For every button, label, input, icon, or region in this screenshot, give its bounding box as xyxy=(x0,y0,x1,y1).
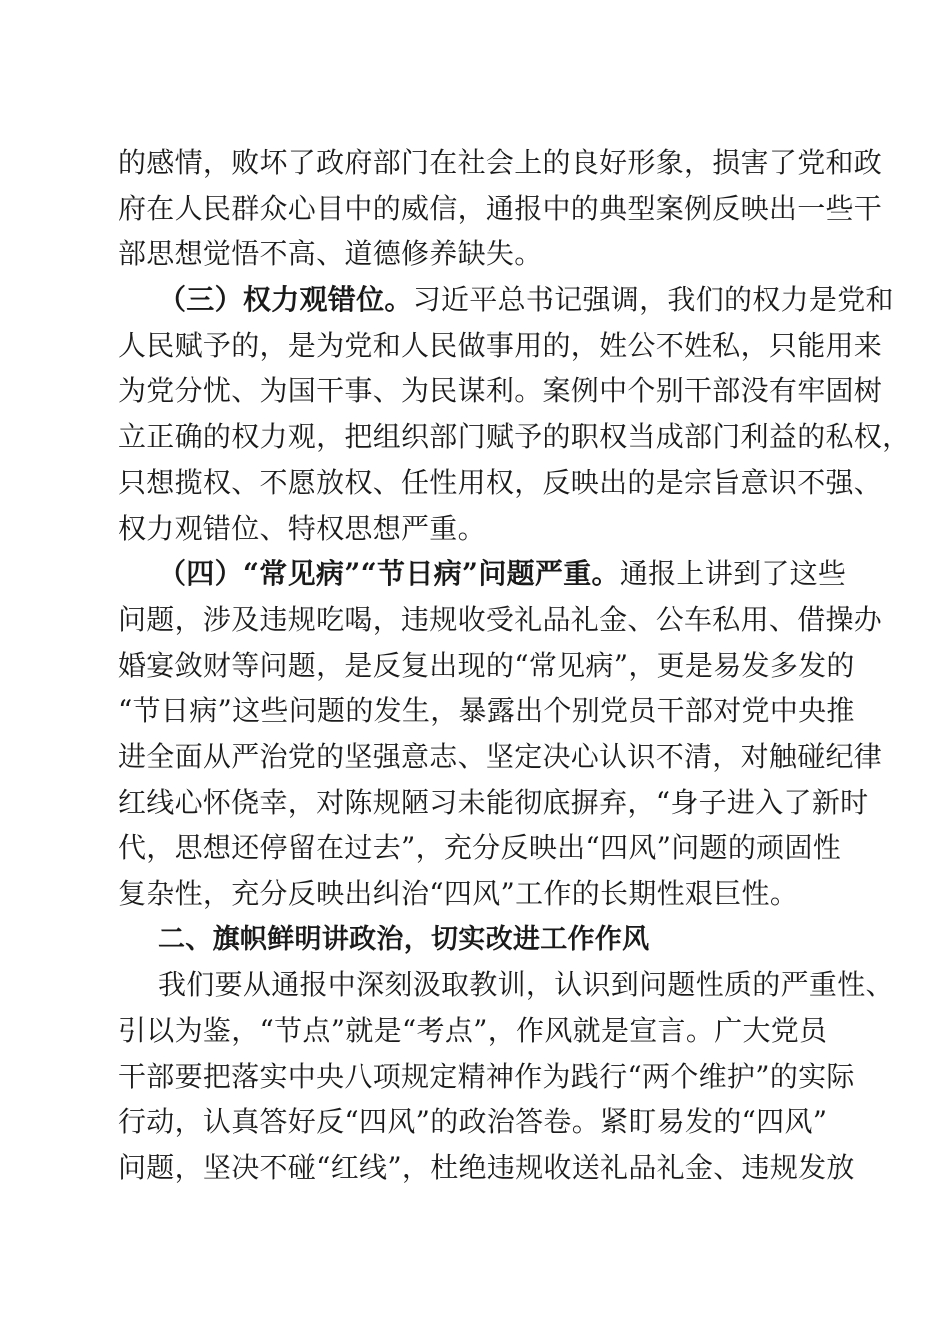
paragraph-1-line-3: 部思想觉悟不高、道德修养缺失。 xyxy=(118,237,543,271)
document-body xyxy=(118,140,911,1191)
paragraph-4-line-5: 问题，坚决不碰“红线”，杜绝违规收送礼品礼金、违规发放 xyxy=(118,1151,855,1185)
paragraph-2-line-6: 权力观错位、特权思想严重。 xyxy=(118,511,486,545)
paragraph-2-line-3: 为党分忧、为国干事、为民谋利。案例中个别干部没有牢固树 xyxy=(118,374,883,408)
paragraph-3-line-5: 进全面从严治党的坚强意志、坚定决心认识不清，对触碰纪律 xyxy=(118,739,883,773)
paragraph-2-line-2: 人民赋予的，是为党和人民做事用的，姓公不姓私，只能用来 xyxy=(118,328,883,362)
paragraph-3-line-3: 婚宴敛财等问题，是反复出现的“常见病”，更是易发多发的 xyxy=(118,648,855,682)
paragraph-2-line-5: 只想揽权、不愿放权、任性用权，反映出的是宗旨意识不强、 xyxy=(118,465,883,499)
section-heading-2: 二、旗帜鲜明讲政治，切实改进工作作风 xyxy=(158,923,650,955)
paragraph-2-line-1-text: 习近平总书记强调，我们的权力是党和 xyxy=(412,283,894,317)
section-4-title: （四）“常见病”“节日病”问题严重。 xyxy=(158,557,620,591)
paragraph-1-line-1: 的感情，败坏了政府部门在社会上的良好形象，损害了党和政 xyxy=(118,146,883,179)
paragraph-3-line-4: “节日病”这些问题的发生，暴露出个别党员干部对党中央推 xyxy=(118,694,855,728)
paragraph-4-line-2: 引以为鉴，“节点”就是“考点”，作风就是宣言。广大党员 xyxy=(118,1014,828,1048)
paragraph-3-line-2: 问题，涉及违规吃喝，违规收受礼品礼金、公车私用、借操办 xyxy=(118,602,883,636)
paragraph-3-line-7: 代，思想还停留在过去”，充分反映出“四风”问题的顽固性 xyxy=(118,831,842,865)
paragraph-3-line-6: 红线心怀侥幸，对陈规陋习未能彻底摒弃，“身子进入了新时 xyxy=(118,785,869,819)
paragraph-4-line-4: 行动，认真答好反“四风”的政治答卷。紧盯易发的“四风” xyxy=(118,1105,828,1139)
paragraph-2-line-1 xyxy=(118,277,894,323)
paragraph-3-line-1 xyxy=(118,551,847,597)
paragraph-4-line-3: 干部要把落实中央八项规定精神作为践行“两个维护”的实际 xyxy=(118,1059,855,1093)
paragraph-3-line-1-text: 通报上讲到了这些 xyxy=(619,557,847,591)
paragraph-4-line-1: 我们要从通报中深刻汲取教训，认识到问题性质的严重性、 xyxy=(158,968,894,1002)
paragraph-3-line-8: 复杂性，充分反映出纠治“四风”工作的长期性艰巨性。 xyxy=(118,877,799,910)
paragraph-2-line-4: 立正确的权力观，把组织部门赋予的职权当成部门利益的私权， xyxy=(118,420,911,454)
paragraph-1-line-2: 府在人民群众心目中的威信，通报中的典型案例反映出一些干 xyxy=(118,191,883,225)
section-3-title: （三）权力观错位。 xyxy=(158,283,413,317)
